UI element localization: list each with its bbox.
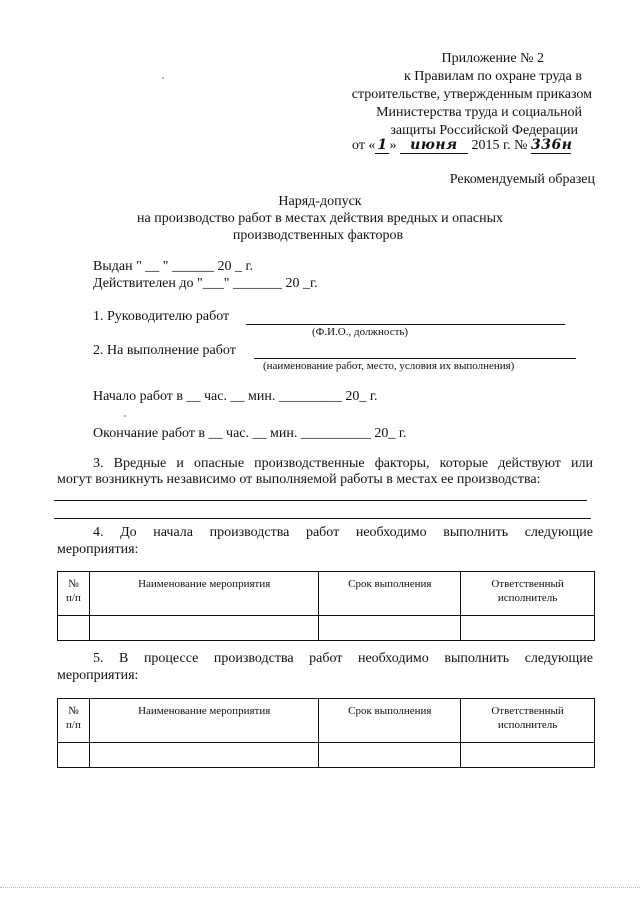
- item1-hint: (Ф.И.О., должность): [312, 326, 409, 338]
- scan-speck: [162, 77, 164, 79]
- col-num-header: № п/п: [58, 699, 90, 743]
- work-start-line: Начало работ в __ час. __ мин. _________ 20_ г.: [93, 389, 378, 404]
- annex-line: к Правилам по охране труда в: [403, 69, 582, 84]
- annex-date-prefix: от «: [352, 138, 376, 153]
- recommended-sample: Рекомендуемый образец: [449, 172, 595, 187]
- valid-date[interactable]: "___" _______ 20 _г.: [197, 276, 318, 291]
- annex-number: 336н: [530, 137, 573, 153]
- table-row: [58, 616, 595, 641]
- col-name-header: Наименование мероприятия: [89, 699, 318, 743]
- item4-table: [57, 571, 595, 641]
- item5-line1: 5. В процессе производства работ необходимо выполнить следующие: [93, 651, 593, 666]
- item5-line2: мероприятия:: [57, 668, 139, 683]
- item3-line2: могут возникнуть независимо от выполняемой работы в местах ее производства:: [57, 472, 541, 487]
- table-cell[interactable]: [319, 743, 461, 768]
- col-responsible-header: Ответственный исполнитель: [461, 699, 595, 743]
- col-deadline-header: Срок выполнения: [319, 699, 461, 743]
- table-cell[interactable]: [319, 616, 461, 641]
- valid-line: [93, 276, 318, 292]
- doc-title: Наряд-допуск: [278, 194, 362, 209]
- table-cell[interactable]: [89, 743, 318, 768]
- annex-year: 2015 г. №: [471, 138, 528, 153]
- issued-label: Выдан: [93, 259, 133, 274]
- annex-block: [352, 50, 592, 140]
- work-end-line: Окончание работ в __ час. __ мин. __________ 20_ г.: [93, 426, 407, 441]
- issued-date[interactable]: " __ " ______ 20 _ г.: [136, 259, 254, 274]
- annex-line: Приложение № 2: [441, 51, 544, 66]
- table-cell[interactable]: [58, 616, 90, 641]
- annex-date-line: [352, 137, 571, 154]
- issued-line: [93, 259, 253, 275]
- item3-answer-line-1[interactable]: [54, 500, 587, 501]
- table-cell[interactable]: [461, 743, 595, 768]
- scan-edge-line: [0, 887, 640, 888]
- annex-line: защиты Российской Федерации: [390, 123, 578, 138]
- table-cell[interactable]: [89, 616, 318, 641]
- doc-subtitle: на производство работ в местах действия вредных и опасных: [137, 211, 503, 226]
- annex-line: строительстве, утвержденным приказом: [351, 87, 592, 102]
- item4-line1: 4. До начала производства работ необходимо выполнить следующие: [93, 525, 593, 540]
- item2-label: 2. На выполнение работ: [93, 343, 236, 358]
- item2-field[interactable]: [254, 358, 576, 359]
- table-cell[interactable]: [461, 616, 595, 641]
- item3-answer-line-2[interactable]: [54, 518, 591, 519]
- annex-month: июня: [400, 137, 468, 154]
- annex-line: Министерства труда и социальной: [376, 105, 582, 120]
- annex-date-mid: »: [389, 138, 397, 153]
- item5-table: [57, 698, 595, 768]
- col-num-header: № п/п: [58, 572, 90, 616]
- table-row: [58, 743, 595, 768]
- item3-line1: 3. Вредные и опасные производственные факторы, которые действуют или: [93, 456, 593, 471]
- item1-field[interactable]: [246, 324, 565, 325]
- annex-day: 1: [377, 137, 388, 153]
- item1-label: 1. Руководителю работ: [93, 309, 230, 324]
- table-header-row: [58, 699, 595, 743]
- valid-label: Действителен до: [93, 276, 194, 291]
- item2-hint: (наименование работ, место, условия их выполнения): [263, 360, 515, 372]
- item4-line2: мероприятия:: [57, 542, 139, 557]
- col-responsible-header: Ответственный исполнитель: [461, 572, 595, 616]
- doc-subtitle-2: производственных факторов: [232, 228, 404, 243]
- table-cell[interactable]: [58, 743, 90, 768]
- col-deadline-header: Срок выполнения: [319, 572, 461, 616]
- scan-speck: [124, 415, 126, 417]
- table-header-row: [58, 572, 595, 616]
- col-name-header: Наименование мероприятия: [89, 572, 318, 616]
